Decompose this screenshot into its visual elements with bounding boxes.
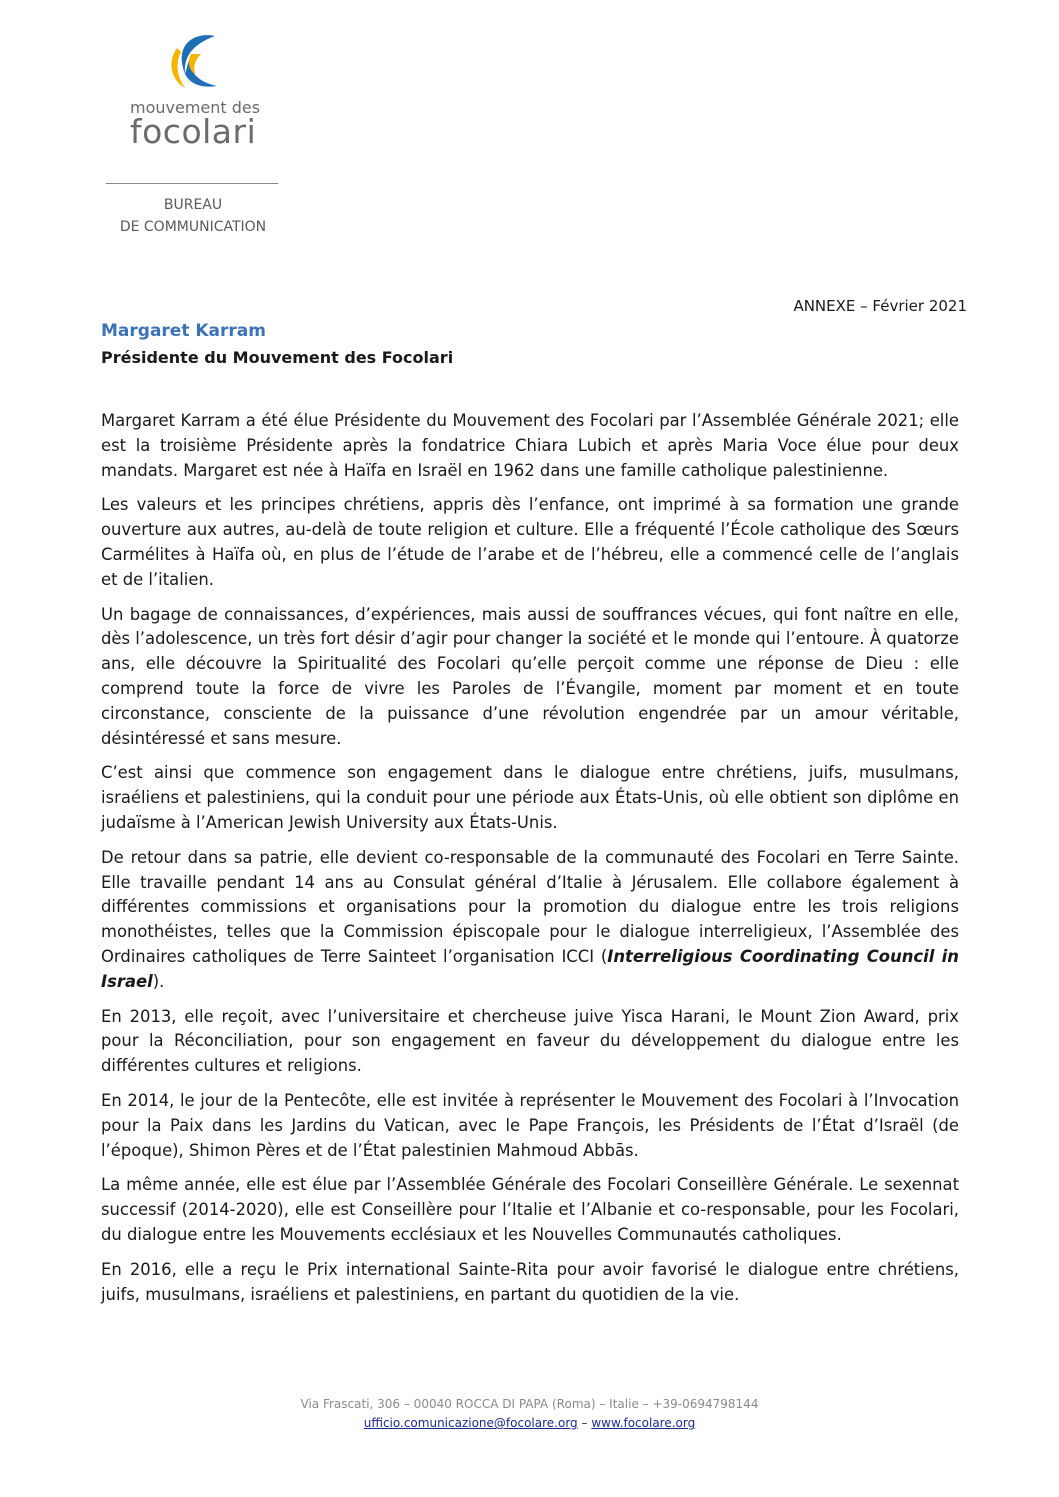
footer-separator: – [581,1416,588,1430]
paragraph-3: Un bagage de connaissances, d’expériences, mais aussi de souffrances vécues, qui font naître en elle, dès l’adolescence, un très fort désir d’agir pour changer la société et le monde qui l’entoure. À quatorze ans, elle découvre la Spiritualité des Focolari qu’elle perçoit comme une réponse de Dieu : elle comprend toute la force de vivre les Paroles de l’Évangile, moment par moment et en toute circonstance, consciente de la puissance d’une révolution engendrée par un amour véritable, désintéressé et sans mesure. [101,604,959,748]
logo-subtitle: mouvement des [130,98,261,117]
person-role: Présidente du Mouvement des Focolari [101,348,454,367]
icci-name: Interreligious Coordinating Council in Israel [101,946,959,991]
annexe-date: ANNEXE – Février 2021 [793,297,967,315]
paragraph-8: La même année, elle est élue par l’Assemblée Générale des Focolari Conseillère Générale. Le sexennat successif (2014-2020), elle est Conseillère pour l’Italie et l’Albanie et co-responsable, pour les Focolari, du dialogue entre les Mouvements ecclésiaux et les Nouvelles Communautés catholiques. [101,1175,959,1244]
focolari-logo [130,30,261,170]
logo-title: focolari [130,112,257,151]
paragraph-4: C’est ainsi que commence son engagement dans le dialogue entre chrétiens, juifs, musulmans, israéliens et palestiniens, qui la conduit pour une période aux États-Unis, où elle obtient son diplôme en judaïsme à l’American Jewish University aux États-Unis. [101,763,959,832]
document-body [101,409,959,1317]
bureau-label [100,194,286,238]
focolari-flame-icon [155,30,225,92]
bureau-line1: BUREAU [163,197,223,213]
bureau-line2: DE COMMUNICATION [119,219,267,235]
website-link[interactable]: www.focolare.org [591,1416,696,1430]
paragraph-5 [101,846,959,995]
paragraph-5-text: De retour dans sa patrie, elle devient co-responsable de la communauté des Focolari en Terre Sainte. Elle travaille pendant 14 ans au Consulat général d’Italie à Jérusalem. Elle collabore également à différentes commissions et organisations pour la promotion du dialogue entre les trois religions monothéistes, telles que la Commission épiscopale pour le dialogue interreligieux, l’Assemblée des Ordinaires catholiques de Terre Sainteet l’organisation ICCI ( [101,847,959,966]
paragraph-9: En 2016, elle a reçu le Prix international Sainte-Rita pour avoir favorisé le dialogue entre chrétiens, juifs, musulmans, israéliens et palestiniens, en partant du quotidien de la vie. [101,1259,959,1304]
paragraph-2: Les valeurs et les principes chrétiens, appris dès l’enfance, ont imprimé à sa formation une grande ouverture aux autres, au-delà de toute religion et culture. Elle a fréquenté l’École catholique des Sœurs Carmélites à Haïfa où, en plus de l’étude de l’arabe et de l’hébreu, elle a commencé celle de l’anglais et de l’italien. [101,495,959,589]
paragraph-5-end: ). [152,971,165,991]
paragraph-7: En 2014, le jour de la Pentecôte, elle est invitée à représenter le Mouvement des Focolari à l’Invocation pour la Paix dans les Jardins du Vatican, avec le Pape François, les Présidents de l’État d’Israël (de l’époque), Shimon Pères et de l’État palestinien Mahmoud Abbās. [101,1090,959,1160]
email-link[interactable]: ufficio.comunicazione@focolare.org [363,1416,578,1430]
footer-links [0,1416,1059,1430]
footer-address: Via Frascati, 306 – 00040 ROCCA DI PAPA (Roma) – Italie – +39-0694798144 [300,1397,759,1411]
paragraph-6: En 2013, elle reçoit, avec l’universitaire et chercheuse juive Yisca Harani, le Mount Zion Award, prix pour la Réconciliation, pour son engagement en faveur du développement du dialogue entre les différentes cultures et religions. [101,1006,959,1076]
person-name: Margaret Karram [101,321,266,341]
header-divider [106,183,278,184]
paragraph-1: Margaret Karram a été élue Présidente du Mouvement des Focolari par l’Assemblée Générale 2021; elle est la troisième Présidente après la fondatrice Chiara Lubich et après Maria Voce élue pour deux mandats. Margaret est née à Haïfa en Israël en 1962 dans une famille catholique palestinienne. [101,411,959,480]
